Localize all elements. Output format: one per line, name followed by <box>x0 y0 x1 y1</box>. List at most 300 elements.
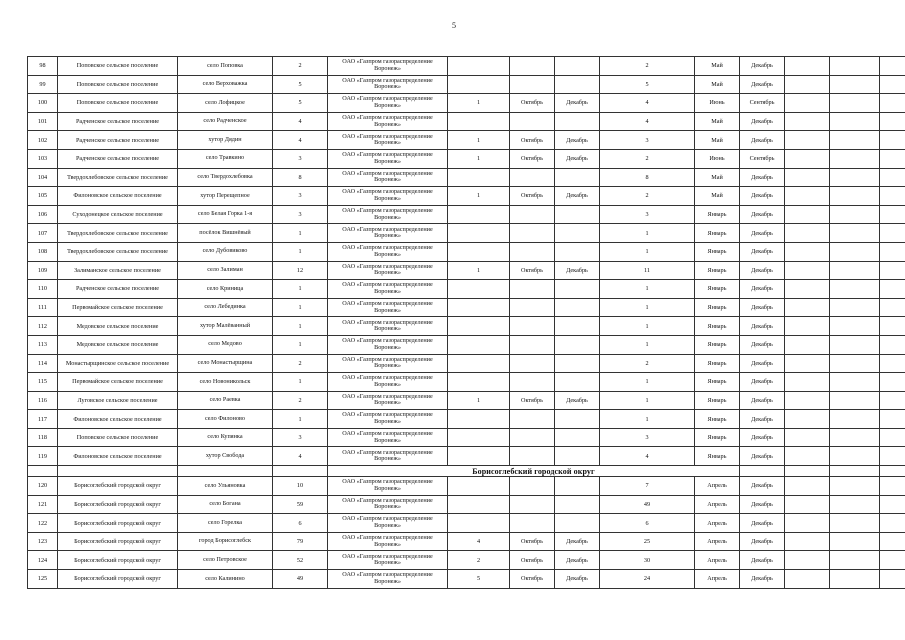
empty-cell <box>830 149 880 168</box>
start-month-stage2-cell: Январь <box>695 335 740 354</box>
start-month-stage2-cell: Январь <box>695 205 740 224</box>
empty-cell <box>830 280 880 299</box>
municipality-cell: Медовское сельское поселение <box>58 317 178 336</box>
settlement-cell: село Горелка <box>178 514 273 533</box>
empty-cell <box>880 477 905 496</box>
quantity-stage1-cell <box>448 495 510 514</box>
municipality-cell: Борисоглебский городской округ <box>58 570 178 589</box>
quantity-stage1-cell <box>448 354 510 373</box>
empty-cell <box>785 354 830 373</box>
end-month-stage1-cell: Декабрь <box>555 532 600 551</box>
quantity-stage1-cell <box>448 447 510 466</box>
empty-cell <box>830 131 880 150</box>
quantity-stage2-cell: 1 <box>600 317 695 336</box>
start-month-stage2-cell: Июнь <box>695 94 740 113</box>
count-cell: 3 <box>273 149 328 168</box>
municipality-cell: Поповское сельское поселение <box>58 75 178 94</box>
empty-cell <box>785 391 830 410</box>
row-number-cell: 113 <box>28 335 58 354</box>
empty-cell <box>830 570 880 589</box>
end-month-stage1-cell <box>555 205 600 224</box>
empty-cell <box>830 495 880 514</box>
empty-cell <box>785 428 830 447</box>
settlement-cell: село Медово <box>178 335 273 354</box>
start-month-stage1-cell <box>510 75 555 94</box>
empty-cell <box>785 149 830 168</box>
end-month-stage2-cell: Декабрь <box>740 57 785 76</box>
row-number-cell: 98 <box>28 57 58 76</box>
settlement-cell: посёлок Вишнёвый <box>178 224 273 243</box>
quantity-stage2-cell: 1 <box>600 373 695 392</box>
start-month-stage1-cell <box>510 354 555 373</box>
end-month-stage2-cell: Декабрь <box>740 514 785 533</box>
count-cell: 1 <box>273 298 328 317</box>
empty-cell <box>785 168 830 187</box>
table-body-borisoglebsk <box>28 477 905 589</box>
empty-cell <box>880 75 905 94</box>
start-month-stage1-cell <box>510 477 555 496</box>
start-month-stage2-cell: Май <box>695 131 740 150</box>
settlement-cell: село Белая Горка 1-я <box>178 205 273 224</box>
settlement-cell: село Лофицкое <box>178 94 273 113</box>
settlement-cell: село Ульяновка <box>178 477 273 496</box>
count-cell: 1 <box>273 317 328 336</box>
empty-cell <box>830 317 880 336</box>
organization-cell: ОАО «Газпром газораспределение Воронеж» <box>328 187 448 206</box>
organization-cell: ОАО «Газпром газораспределение Воронеж» <box>328 224 448 243</box>
empty-cell <box>785 335 830 354</box>
end-month-stage1-cell <box>555 57 600 76</box>
empty-cell <box>785 57 830 76</box>
organization-cell: ОАО «Газпром газораспределение Воронеж» <box>328 298 448 317</box>
start-month-stage2-cell: Апрель <box>695 532 740 551</box>
end-month-stage2-cell: Декабрь <box>740 242 785 261</box>
start-month-stage1-cell <box>510 57 555 76</box>
row-number-cell: 124 <box>28 551 58 570</box>
table-row <box>28 570 905 589</box>
quantity-stage1-cell: 4 <box>448 532 510 551</box>
empty-cell <box>785 410 830 429</box>
quantity-stage1-cell: 1 <box>448 261 510 280</box>
municipality-cell: Поповское сельское поселение <box>58 94 178 113</box>
empty-cell <box>880 391 905 410</box>
table-row <box>28 57 905 76</box>
start-month-stage1-cell <box>510 495 555 514</box>
organization-cell: ОАО «Газпром газораспределение Воронеж» <box>328 168 448 187</box>
row-number-cell: 103 <box>28 149 58 168</box>
settlement-cell: город Борисоглебск <box>178 532 273 551</box>
empty-cell <box>830 187 880 206</box>
end-month-stage1-cell: Декабрь <box>555 149 600 168</box>
start-month-stage2-cell: Январь <box>695 280 740 299</box>
settlement-cell: село Залиман <box>178 261 273 280</box>
quantity-stage1-cell <box>448 298 510 317</box>
empty-cell <box>880 168 905 187</box>
row-number-cell: 109 <box>28 261 58 280</box>
row-number-cell: 120 <box>28 477 58 496</box>
start-month-stage2-cell: Май <box>695 168 740 187</box>
quantity-stage1-cell <box>448 335 510 354</box>
empty-cell <box>830 532 880 551</box>
start-month-stage1-cell: Октябрь <box>510 261 555 280</box>
empty-cell <box>830 391 880 410</box>
organization-cell: ОАО «Газпром газораспределение Воронеж» <box>328 205 448 224</box>
start-month-stage2-cell: Январь <box>695 261 740 280</box>
row-number-cell: 119 <box>28 447 58 466</box>
quantity-stage1-cell <box>448 75 510 94</box>
start-month-stage2-cell: Январь <box>695 242 740 261</box>
organization-cell: ОАО «Газпром газораспределение Воронеж» <box>328 261 448 280</box>
organization-cell: ОАО «Газпром газораспределение Воронеж» <box>328 428 448 447</box>
quantity-stage1-cell <box>448 57 510 76</box>
start-month-stage1-cell: Октябрь <box>510 94 555 113</box>
municipality-cell: Суходонецкое сельское поселение <box>58 205 178 224</box>
empty-cell <box>785 532 830 551</box>
table-row <box>28 354 905 373</box>
empty-cell <box>830 447 880 466</box>
empty-cell <box>880 94 905 113</box>
empty-cell <box>880 551 905 570</box>
municipality-cell: Первомайское сельское поселение <box>58 298 178 317</box>
empty-cell <box>830 514 880 533</box>
row-number-cell: 125 <box>28 570 58 589</box>
start-month-stage1-cell: Октябрь <box>510 187 555 206</box>
empty-cell <box>830 410 880 429</box>
quantity-stage2-cell: 30 <box>600 551 695 570</box>
start-month-stage2-cell: Май <box>695 112 740 131</box>
empty-cell <box>830 224 880 243</box>
start-month-stage2-cell: Май <box>695 57 740 76</box>
settlement-cell: село Верховажка <box>178 75 273 94</box>
count-cell: 3 <box>273 205 328 224</box>
quantity-stage2-cell: 1 <box>600 335 695 354</box>
municipality-cell: Филоновское сельское поселение <box>58 410 178 429</box>
empty-cell <box>830 75 880 94</box>
empty-cell <box>880 57 905 76</box>
organization-cell: ОАО «Газпром газораспределение Воронеж» <box>328 373 448 392</box>
quantity-stage1-cell <box>448 514 510 533</box>
empty-cell <box>785 242 830 261</box>
count-cell: 4 <box>273 112 328 131</box>
municipality-cell: Борисоглебский городской округ <box>58 532 178 551</box>
count-cell: 49 <box>273 570 328 589</box>
empty-cell <box>880 495 905 514</box>
municipality-cell: Борисоглебский городской округ <box>58 514 178 533</box>
count-cell: 3 <box>273 428 328 447</box>
empty-cell <box>785 477 830 496</box>
end-month-stage2-cell: Декабрь <box>740 495 785 514</box>
table-row <box>28 410 905 429</box>
quantity-stage1-cell <box>448 242 510 261</box>
row-number-cell: 116 <box>28 391 58 410</box>
organization-cell: ОАО «Газпром газораспределение Воронеж» <box>328 391 448 410</box>
municipality-cell: Радченское сельское поселение <box>58 149 178 168</box>
end-month-stage1-cell <box>555 514 600 533</box>
quantity-stage2-cell: 1 <box>600 298 695 317</box>
organization-cell: ОАО «Газпром газораспределение Воронеж» <box>328 495 448 514</box>
end-month-stage1-cell <box>555 75 600 94</box>
count-cell: 4 <box>273 131 328 150</box>
end-month-stage1-cell: Декабрь <box>555 131 600 150</box>
empty-cell <box>785 224 830 243</box>
end-month-stage2-cell: Декабрь <box>740 428 785 447</box>
end-month-stage1-cell <box>555 280 600 299</box>
municipality-cell: Борисоглебский городской округ <box>58 551 178 570</box>
count-cell: 4 <box>273 447 328 466</box>
table-row <box>28 94 905 113</box>
row-number-cell: 108 <box>28 242 58 261</box>
quantity-stage2-cell: 4 <box>600 112 695 131</box>
quantity-stage2-cell: 1 <box>600 280 695 299</box>
start-month-stage1-cell <box>510 317 555 336</box>
empty-cell <box>830 112 880 131</box>
settlement-cell: село Петровское <box>178 551 273 570</box>
end-month-stage2-cell: Декабрь <box>740 261 785 280</box>
row-number-cell: 111 <box>28 298 58 317</box>
empty-cell <box>880 570 905 589</box>
start-month-stage2-cell: Июнь <box>695 149 740 168</box>
empty-cell <box>785 447 830 466</box>
municipality-cell: Поповское сельское поселение <box>58 57 178 76</box>
quantity-stage1-cell: 5 <box>448 570 510 589</box>
row-number-cell: 112 <box>28 317 58 336</box>
end-month-stage2-cell: Декабрь <box>740 532 785 551</box>
settlement-cell: село Калинино <box>178 570 273 589</box>
row-number-cell: 118 <box>28 428 58 447</box>
municipality-cell: Залиманское сельское поселение <box>58 261 178 280</box>
count-cell: 2 <box>273 57 328 76</box>
empty-cell <box>880 532 905 551</box>
end-month-stage1-cell <box>555 335 600 354</box>
settlement-cell: хутор Свобода <box>178 447 273 466</box>
empty-cell <box>785 514 830 533</box>
empty-cell <box>785 131 830 150</box>
count-cell: 3 <box>273 187 328 206</box>
start-month-stage2-cell: Январь <box>695 224 740 243</box>
count-cell: 5 <box>273 94 328 113</box>
empty-cell <box>830 298 880 317</box>
quantity-stage1-cell <box>448 317 510 336</box>
count-cell: 8 <box>273 168 328 187</box>
end-month-stage2-cell: Декабрь <box>740 391 785 410</box>
empty-cell <box>880 410 905 429</box>
municipality-cell: Борисоглебский городской округ <box>58 477 178 496</box>
municipality-cell: Луговское сельское поселение <box>58 391 178 410</box>
row-number-cell: 115 <box>28 373 58 392</box>
organization-cell: ОАО «Газпром газораспределение Воронеж» <box>328 242 448 261</box>
start-month-stage2-cell: Январь <box>695 410 740 429</box>
end-month-stage2-cell: Декабрь <box>740 551 785 570</box>
quantity-stage2-cell: 3 <box>600 205 695 224</box>
table-row <box>28 298 905 317</box>
start-month-stage1-cell: Октябрь <box>510 551 555 570</box>
end-month-stage1-cell: Декабрь <box>555 261 600 280</box>
empty-cell <box>785 112 830 131</box>
table-row <box>28 514 905 533</box>
count-cell: 1 <box>273 335 328 354</box>
start-month-stage1-cell <box>510 410 555 429</box>
organization-cell: ОАО «Газпром газораспределение Воронеж» <box>328 75 448 94</box>
settlement-cell: село Богана <box>178 495 273 514</box>
empty-cell <box>880 224 905 243</box>
row-number-cell: 123 <box>28 532 58 551</box>
quantity-stage2-cell: 1 <box>600 224 695 243</box>
municipality-cell: Монастырщинское сельское поселение <box>58 354 178 373</box>
start-month-stage2-cell: Апрель <box>695 551 740 570</box>
municipality-cell: Твердохлебовское сельское поселение <box>58 224 178 243</box>
count-cell: 59 <box>273 495 328 514</box>
quantity-stage2-cell: 3 <box>600 428 695 447</box>
row-number-cell: 101 <box>28 112 58 131</box>
quantity-stage2-cell: 6 <box>600 514 695 533</box>
section-title: Борисоглебский городской округ <box>328 466 740 477</box>
settlement-cell: село Филоново <box>178 410 273 429</box>
organization-cell: ОАО «Газпром газораспределение Воронеж» <box>328 149 448 168</box>
municipality-cell: Медовское сельское поселение <box>58 335 178 354</box>
empty-cell <box>830 354 880 373</box>
quantity-stage2-cell: 2 <box>600 149 695 168</box>
quantity-stage2-cell: 5 <box>600 75 695 94</box>
start-month-stage1-cell <box>510 447 555 466</box>
start-month-stage2-cell: Апрель <box>695 495 740 514</box>
start-month-stage1-cell: Октябрь <box>510 149 555 168</box>
end-month-stage2-cell: Сентябрь <box>740 149 785 168</box>
empty-cell <box>880 149 905 168</box>
count-cell: 1 <box>273 410 328 429</box>
quantity-stage1-cell <box>448 477 510 496</box>
end-month-stage2-cell: Декабрь <box>740 168 785 187</box>
count-cell: 6 <box>273 514 328 533</box>
municipality-cell: Филоновское сельское поселение <box>58 187 178 206</box>
empty-cell <box>880 335 905 354</box>
end-month-stage1-cell: Декабрь <box>555 570 600 589</box>
table-row <box>28 149 905 168</box>
empty-cell <box>830 205 880 224</box>
organization-cell: ОАО «Газпром газораспределение Воронеж» <box>328 280 448 299</box>
start-month-stage1-cell <box>510 428 555 447</box>
settlement-cell: хутор Дядин <box>178 131 273 150</box>
count-cell: 79 <box>273 532 328 551</box>
table-row <box>28 477 905 496</box>
end-month-stage1-cell <box>555 477 600 496</box>
end-month-stage1-cell <box>555 447 600 466</box>
start-month-stage2-cell: Январь <box>695 298 740 317</box>
end-month-stage1-cell <box>555 373 600 392</box>
end-month-stage2-cell: Декабрь <box>740 373 785 392</box>
quantity-stage2-cell: 2 <box>600 187 695 206</box>
empty-cell <box>830 94 880 113</box>
table-row <box>28 495 905 514</box>
organization-cell: ОАО «Газпром газораспределение Воронеж» <box>328 551 448 570</box>
settlement-cell: село Лебединка <box>178 298 273 317</box>
table-row <box>28 112 905 131</box>
end-month-stage1-cell: Декабрь <box>555 391 600 410</box>
empty-cell <box>880 428 905 447</box>
empty-cell <box>880 131 905 150</box>
empty-cell <box>830 57 880 76</box>
empty-cell <box>880 317 905 336</box>
quantity-stage2-cell: 2 <box>600 57 695 76</box>
start-month-stage1-cell <box>510 298 555 317</box>
organization-cell: ОАО «Газпром газораспределение Воронеж» <box>328 447 448 466</box>
start-month-stage1-cell: Октябрь <box>510 391 555 410</box>
quantity-stage1-cell: 1 <box>448 187 510 206</box>
organization-cell: ОАО «Газпром газораспределение Воронеж» <box>328 532 448 551</box>
gasification-schedule-table <box>27 56 905 589</box>
end-month-stage1-cell: Декабрь <box>555 551 600 570</box>
row-number-cell: 121 <box>28 495 58 514</box>
end-month-stage2-cell: Декабрь <box>740 477 785 496</box>
table-row <box>28 373 905 392</box>
quantity-stage1-cell: 2 <box>448 551 510 570</box>
end-month-stage1-cell <box>555 242 600 261</box>
settlement-cell: село Травкино <box>178 149 273 168</box>
municipality-cell: Радченское сельское поселение <box>58 280 178 299</box>
empty-cell <box>880 242 905 261</box>
count-cell: 2 <box>273 391 328 410</box>
municipality-cell: Поповское сельское поселение <box>58 428 178 447</box>
end-month-stage2-cell: Декабрь <box>740 354 785 373</box>
empty-cell <box>880 354 905 373</box>
row-number-cell: 105 <box>28 187 58 206</box>
empty-cell <box>880 514 905 533</box>
empty-cell <box>785 298 830 317</box>
start-month-stage1-cell: Октябрь <box>510 131 555 150</box>
settlement-cell: хутор Малёванный <box>178 317 273 336</box>
start-month-stage1-cell <box>510 168 555 187</box>
start-month-stage1-cell <box>510 112 555 131</box>
empty-cell <box>880 205 905 224</box>
table-row <box>28 280 905 299</box>
settlement-cell: село Криница <box>178 280 273 299</box>
empty-cell <box>830 373 880 392</box>
row-number-cell: 117 <box>28 410 58 429</box>
start-month-stage2-cell: Май <box>695 75 740 94</box>
row-number-cell: 122 <box>28 514 58 533</box>
organization-cell: ОАО «Газпром газораспределение Воронеж» <box>328 514 448 533</box>
quantity-stage1-cell <box>448 373 510 392</box>
end-month-stage2-cell: Декабрь <box>740 224 785 243</box>
empty-cell <box>830 168 880 187</box>
end-month-stage2-cell: Декабрь <box>740 410 785 429</box>
quantity-stage1-cell <box>448 112 510 131</box>
quantity-stage1-cell <box>448 280 510 299</box>
organization-cell: ОАО «Газпром газораспределение Воронеж» <box>328 354 448 373</box>
end-month-stage2-cell: Декабрь <box>740 131 785 150</box>
page-number: 5 <box>452 21 456 30</box>
end-month-stage1-cell <box>555 168 600 187</box>
end-month-stage1-cell <box>555 495 600 514</box>
end-month-stage2-cell: Декабрь <box>740 570 785 589</box>
municipality-cell: Твердохлебовское сельское поселение <box>58 168 178 187</box>
start-month-stage2-cell: Апрель <box>695 514 740 533</box>
table-row <box>28 131 905 150</box>
start-month-stage1-cell: Октябрь <box>510 532 555 551</box>
start-month-stage1-cell: Октябрь <box>510 570 555 589</box>
row-number-cell: 114 <box>28 354 58 373</box>
quantity-stage1-cell: 1 <box>448 391 510 410</box>
end-month-stage2-cell: Декабрь <box>740 298 785 317</box>
table-row <box>28 391 905 410</box>
municipality-cell: Радченское сельское поселение <box>58 112 178 131</box>
organization-cell: ОАО «Газпром газораспределение Воронеж» <box>328 94 448 113</box>
start-month-stage1-cell <box>510 514 555 533</box>
table-row <box>28 205 905 224</box>
end-month-stage1-cell <box>555 298 600 317</box>
row-number-cell: 104 <box>28 168 58 187</box>
count-cell: 10 <box>273 477 328 496</box>
organization-cell: ОАО «Газпром газораспределение Воронеж» <box>328 317 448 336</box>
